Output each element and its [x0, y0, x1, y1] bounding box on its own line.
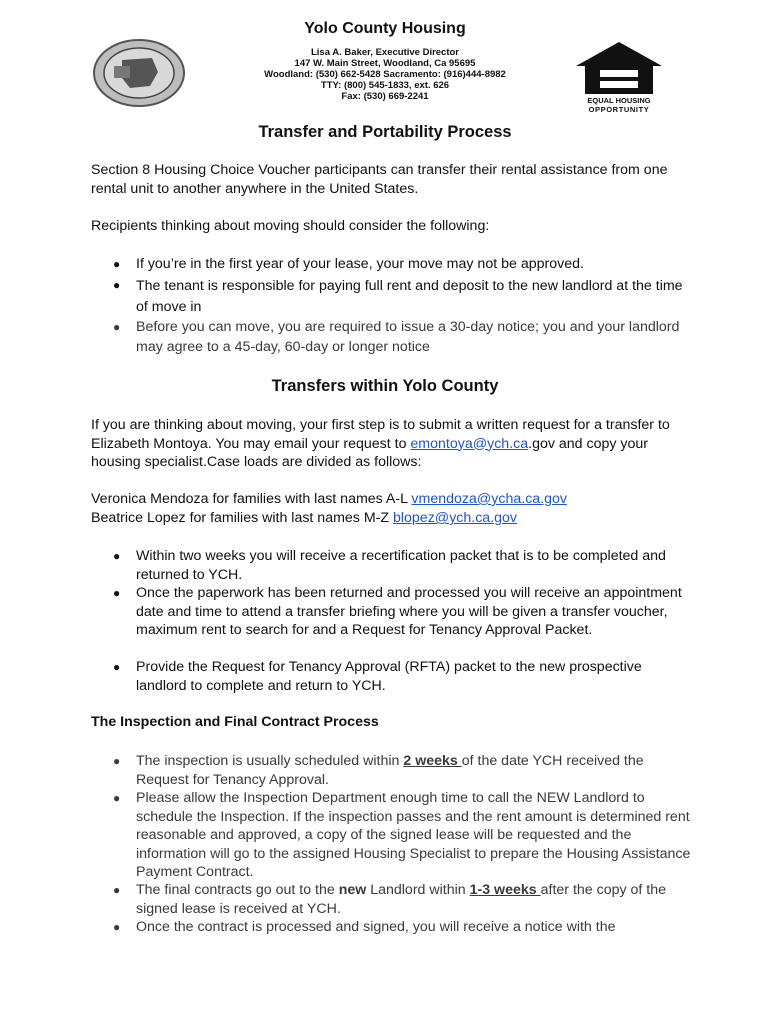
eho-line2: OPPORTUNITY: [588, 105, 650, 114]
bullet-icon: ●: [113, 754, 121, 768]
insp1-text-c: of the date YCH received the Request for Tenancy Approval.: [136, 753, 644, 788]
blopez-email-link[interactable]: blopez@ych.ca.gov: [392, 510, 518, 526]
bullet-icon: ●: [113, 920, 121, 934]
transfers-text-b: .gov and copy your housing specialist.Case loads are divided as follows:: [91, 435, 649, 470]
bullet-icon: ●: [113, 791, 121, 805]
intro-paragraph: Section 8 Housing Choice Voucher participants can transfer their rental assistance from one rental unit to another anywhere in the United States.: [91, 162, 668, 197]
section-title-inspection: The Inspection and Final Contract Process: [91, 714, 379, 730]
fax-line: Fax: (530) 669-2241: [341, 91, 429, 102]
address-line: 147 W. Main Street, Woodland, Ca 95695: [294, 58, 476, 69]
list-item: Before you can move, you are required to issue a 30-day notice; you and your landlord may agree to a 45-day, 60-day or longer notice: [136, 319, 680, 355]
list-item: [136, 881, 691, 918]
consider-paragraph: Recipients thinking about moving should consider the following:: [91, 218, 490, 234]
list-item: Provide the Request for Tenancy Approval (RFTA) packet to the new prospective landlord to complete and return to YCH.: [136, 659, 642, 694]
transfers-paragraph: [91, 416, 691, 472]
list-item: The tenant is responsible for paying full rent and deposit to the new landlord at the time of move in: [136, 278, 683, 315]
insp3-text-a: The final contracts go out to the: [136, 882, 339, 898]
section-title-transfers: Transfers within Yolo County: [271, 377, 499, 395]
emontoya-email-link[interactable]: emontoya@ych.ca: [410, 435, 529, 452]
eho-line1: EQUAL HOUSING: [587, 96, 651, 105]
list-item: [136, 752, 691, 789]
bullet-icon: ●: [113, 549, 121, 563]
transfers-text-a: If you are thinking about moving, your first step is to submit a written request for a transfer to Elizabeth Montoya. You may email your request to: [91, 417, 670, 452]
bullet-icon: ●: [113, 660, 121, 674]
org-name: Yolo County Housing: [304, 20, 466, 37]
list-item: Once the paperwork has been returned and processed you will receive an appointment date and time to attend a transfer briefing where you will be given a transfer voucher, maximum rent to search for and a Request for Tenancy Approval Packet.: [136, 585, 682, 638]
insp3-emphasis: 1-3 weeks: [469, 882, 541, 898]
bullet-icon: ●: [113, 883, 121, 897]
insp3-text-c: Landlord within: [366, 882, 470, 898]
phones-line: Woodland: (530) 662-5428 Sacramento: (916)444-8982: [264, 69, 506, 80]
tty-line: TTY: (800) 545-1833, ext. 626: [320, 80, 450, 91]
caseload-2-text: Beatrice Lopez for families with last names M-Z: [91, 510, 393, 526]
insp3-new: new: [338, 882, 367, 898]
insp1-text-a: The inspection is usually scheduled within: [136, 753, 404, 769]
insp1-emphasis: 2 weeks: [403, 753, 462, 769]
bullet-icon: ●: [113, 320, 121, 334]
yolo-county-housing-seal: [92, 38, 186, 108]
list-item: If you’re in the first year of your lease, your move may not be approved.: [136, 256, 584, 272]
director-line: Lisa A. Baker, Executive Director: [310, 47, 460, 58]
list-item: Please allow the Inspection Department enough time to call the NEW Landlord to schedule the Inspection. If the inspection passes and the rent amount is determined rent reasonable and approved, a copy of the signed lease will be requested and the information will go to the assigned Housing Specialist to prepare the Housing Assistance Payment Contract.: [136, 790, 691, 880]
bullet-icon: ●: [113, 257, 121, 271]
caseload-1-text: Veronica Mendoza for families with last names A-L: [91, 491, 412, 507]
equal-housing-opportunity-logo: [570, 40, 668, 114]
caseload-line-1: [91, 490, 691, 509]
bullet-icon: ●: [113, 586, 121, 600]
insp3-text-e: after the copy of the signed lease is received at YCH.: [136, 882, 667, 917]
vmendoza-email-link[interactable]: vmendoza@ycha.ca.gov: [411, 491, 567, 507]
bullet-icon: ●: [113, 278, 121, 292]
page-title: Transfer and Portability Process: [258, 123, 512, 141]
caseload-line-2: [91, 509, 691, 528]
list-item: Within two weeks you will receive a recertification packet that is to be completed and returned to YCH.: [136, 548, 666, 583]
list-item: Once the contract is processed and signed, you will receive a notice with the: [136, 919, 616, 935]
